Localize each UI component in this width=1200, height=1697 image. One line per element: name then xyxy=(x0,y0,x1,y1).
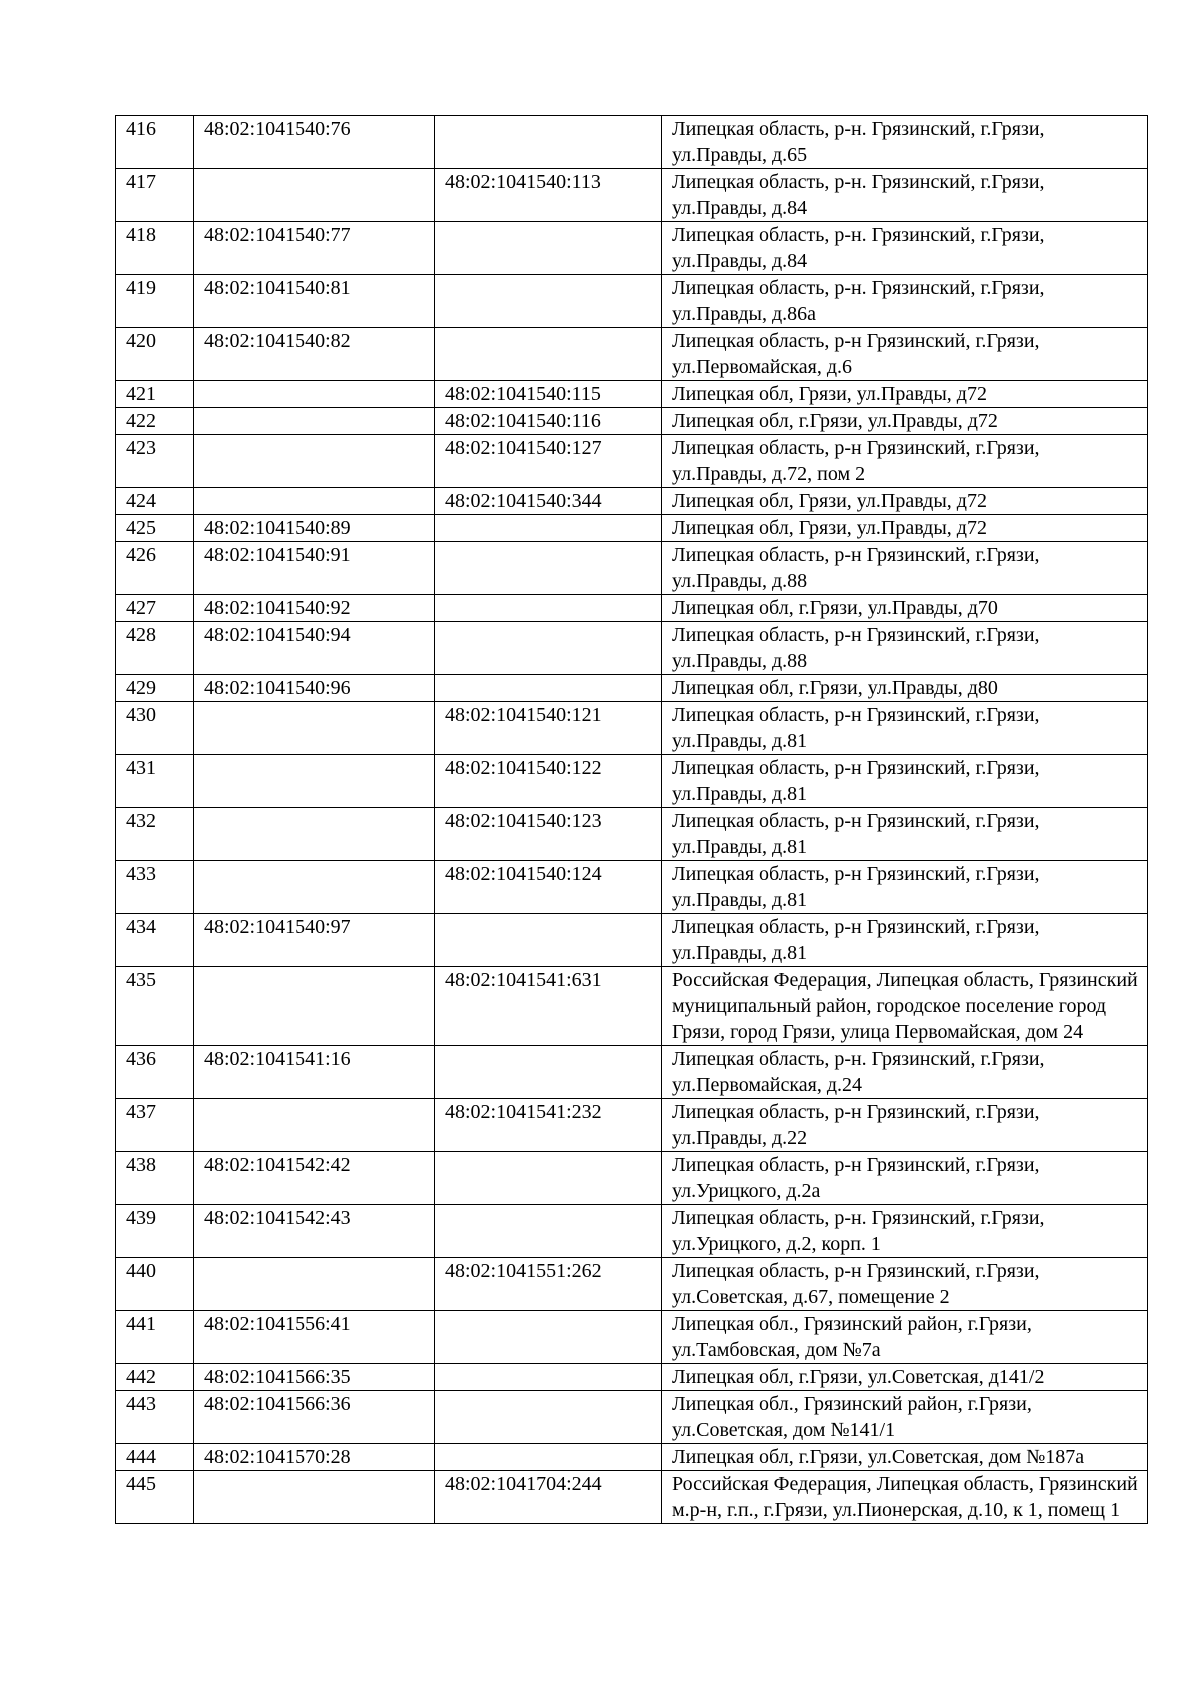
building-cadastral-number-cell xyxy=(435,222,662,275)
land-cadastral-number-cell: 48:02:1041542:42 xyxy=(194,1152,435,1205)
address-cell: Липецкая область, р-н. Грязинский, г.Грязи, ул.Правды, д.86а xyxy=(662,275,1148,328)
land-cadastral-number-cell xyxy=(194,967,435,1046)
table-row xyxy=(116,1258,1148,1311)
address-cell: Липецкая обл, г.Грязи, ул.Правды, д72 xyxy=(662,408,1148,435)
building-cadastral-number-cell xyxy=(435,515,662,542)
building-cadastral-number-cell xyxy=(435,1205,662,1258)
row-number-cell: 444 xyxy=(116,1444,194,1471)
property-table-body xyxy=(116,116,1148,1524)
address-cell: Липецкая область, р-н Грязинский, г.Грязи, ул.Правды, д.81 xyxy=(662,755,1148,808)
building-cadastral-number-cell xyxy=(435,1311,662,1364)
building-cadastral-number-cell: 48:02:1041540:122 xyxy=(435,755,662,808)
land-cadastral-number-cell: 48:02:1041566:36 xyxy=(194,1391,435,1444)
row-number-cell: 432 xyxy=(116,808,194,861)
table-row xyxy=(116,275,1148,328)
building-cadastral-number-cell: 48:02:1041551:262 xyxy=(435,1258,662,1311)
address-cell: Липецкая область, р-н Грязинский, г.Грязи, ул.Правды, д.88 xyxy=(662,622,1148,675)
land-cadastral-number-cell xyxy=(194,1471,435,1524)
row-number-cell: 425 xyxy=(116,515,194,542)
row-number-cell: 422 xyxy=(116,408,194,435)
building-cadastral-number-cell xyxy=(435,622,662,675)
land-cadastral-number-cell xyxy=(194,488,435,515)
building-cadastral-number-cell xyxy=(435,542,662,595)
building-cadastral-number-cell: 48:02:1041540:127 xyxy=(435,435,662,488)
address-cell: Липецкая область, р-н. Грязинский, г.Грязи, ул.Урицкого, д.2, корп. 1 xyxy=(662,1205,1148,1258)
address-cell: Липецкая область, р-н Грязинский, г.Грязи, ул.Правды, д.81 xyxy=(662,702,1148,755)
address-cell: Липецкая область, р-н Грязинский, г.Грязи, ул.Правды, д.81 xyxy=(662,808,1148,861)
land-cadastral-number-cell: 48:02:1041540:92 xyxy=(194,595,435,622)
table-row xyxy=(116,1364,1148,1391)
building-cadastral-number-cell: 48:02:1041541:631 xyxy=(435,967,662,1046)
table-row xyxy=(116,1444,1148,1471)
table-row xyxy=(116,328,1148,381)
row-number-cell: 424 xyxy=(116,488,194,515)
address-cell: Липецкая область, р-н Грязинский, г.Грязи, ул.Советская, д.67, помещение 2 xyxy=(662,1258,1148,1311)
land-cadastral-number-cell xyxy=(194,1258,435,1311)
address-cell: Липецкая обл, Грязи, ул.Правды, д72 xyxy=(662,515,1148,542)
address-cell: Липецкая область, р-н Грязинский, г.Грязи, ул.Первомайская, д.6 xyxy=(662,328,1148,381)
table-row xyxy=(116,595,1148,622)
row-number-cell: 445 xyxy=(116,1471,194,1524)
table-row xyxy=(116,169,1148,222)
building-cadastral-number-cell: 48:02:1041540:124 xyxy=(435,861,662,914)
table-row xyxy=(116,622,1148,675)
table-row xyxy=(116,675,1148,702)
row-number-cell: 423 xyxy=(116,435,194,488)
row-number-cell: 429 xyxy=(116,675,194,702)
land-cadastral-number-cell: 48:02:1041540:94 xyxy=(194,622,435,675)
table-row xyxy=(116,914,1148,967)
row-number-cell: 433 xyxy=(116,861,194,914)
land-cadastral-number-cell: 48:02:1041541:16 xyxy=(194,1046,435,1099)
land-cadastral-number-cell: 48:02:1041540:91 xyxy=(194,542,435,595)
property-table xyxy=(115,115,1148,1524)
table-row xyxy=(116,967,1148,1046)
land-cadastral-number-cell: 48:02:1041556:41 xyxy=(194,1311,435,1364)
building-cadastral-number-cell xyxy=(435,1152,662,1205)
row-number-cell: 439 xyxy=(116,1205,194,1258)
building-cadastral-number-cell: 48:02:1041704:244 xyxy=(435,1471,662,1524)
building-cadastral-number-cell: 48:02:1041540:344 xyxy=(435,488,662,515)
address-cell: Липецкая область, р-н Грязинский, г.Грязи, ул.Урицкого, д.2а xyxy=(662,1152,1148,1205)
table-row xyxy=(116,488,1148,515)
address-cell: Липецкая обл, г.Грязи, ул.Советская, дом №187а xyxy=(662,1444,1148,1471)
address-cell: Липецкая обл., Грязинский район, г.Грязи, ул.Тамбовская, дом №7а xyxy=(662,1311,1148,1364)
row-number-cell: 442 xyxy=(116,1364,194,1391)
address-cell: Липецкая область, р-н Грязинский, г.Грязи, ул.Правды, д.81 xyxy=(662,861,1148,914)
building-cadastral-number-cell: 48:02:1041540:115 xyxy=(435,381,662,408)
row-number-cell: 435 xyxy=(116,967,194,1046)
row-number-cell: 427 xyxy=(116,595,194,622)
table-row xyxy=(116,381,1148,408)
address-cell: Липецкая область, р-н. Грязинский, г.Грязи, ул.Первомайская, д.24 xyxy=(662,1046,1148,1099)
land-cadastral-number-cell: 48:02:1041540:96 xyxy=(194,675,435,702)
address-cell: Липецкая обл., Грязинский район, г.Грязи, ул.Советская, дом №141/1 xyxy=(662,1391,1148,1444)
land-cadastral-number-cell: 48:02:1041566:35 xyxy=(194,1364,435,1391)
table-row xyxy=(116,1046,1148,1099)
table-row xyxy=(116,435,1148,488)
land-cadastral-number-cell xyxy=(194,1099,435,1152)
table-row xyxy=(116,702,1148,755)
land-cadastral-number-cell xyxy=(194,755,435,808)
land-cadastral-number-cell xyxy=(194,702,435,755)
building-cadastral-number-cell xyxy=(435,595,662,622)
building-cadastral-number-cell xyxy=(435,1046,662,1099)
building-cadastral-number-cell xyxy=(435,914,662,967)
land-cadastral-number-cell: 48:02:1041570:28 xyxy=(194,1444,435,1471)
building-cadastral-number-cell xyxy=(435,275,662,328)
land-cadastral-number-cell: 48:02:1041540:89 xyxy=(194,515,435,542)
row-number-cell: 441 xyxy=(116,1311,194,1364)
address-cell: Липецкая область, р-н. Грязинский, г.Грязи, ул.Правды, д.65 xyxy=(662,116,1148,169)
row-number-cell: 416 xyxy=(116,116,194,169)
table-row xyxy=(116,861,1148,914)
address-cell: Липецкая обл, г.Грязи, ул.Правды, д70 xyxy=(662,595,1148,622)
address-cell: Липецкая обл, г.Грязи, ул.Советская, д141/2 xyxy=(662,1364,1148,1391)
row-number-cell: 437 xyxy=(116,1099,194,1152)
building-cadastral-number-cell xyxy=(435,1364,662,1391)
row-number-cell: 438 xyxy=(116,1152,194,1205)
table-row xyxy=(116,542,1148,595)
building-cadastral-number-cell: 48:02:1041540:121 xyxy=(435,702,662,755)
land-cadastral-number-cell: 48:02:1041540:81 xyxy=(194,275,435,328)
table-row xyxy=(116,408,1148,435)
land-cadastral-number-cell xyxy=(194,861,435,914)
table-row xyxy=(116,1099,1148,1152)
table-row xyxy=(116,515,1148,542)
building-cadastral-number-cell xyxy=(435,116,662,169)
address-cell: Липецкая обл, г.Грязи, ул.Правды, д80 xyxy=(662,675,1148,702)
address-cell: Российская Федерация, Липецкая область, Грязинский муниципальный район, городское поселение город Грязи, город Грязи, улица Первомайская, дом 24 xyxy=(662,967,1148,1046)
building-cadastral-number-cell: 48:02:1041541:232 xyxy=(435,1099,662,1152)
row-number-cell: 420 xyxy=(116,328,194,381)
row-number-cell: 418 xyxy=(116,222,194,275)
land-cadastral-number-cell xyxy=(194,169,435,222)
address-cell: Липецкая область, р-н Грязинский, г.Грязи, ул.Правды, д.72, пом 2 xyxy=(662,435,1148,488)
building-cadastral-number-cell xyxy=(435,328,662,381)
land-cadastral-number-cell xyxy=(194,435,435,488)
building-cadastral-number-cell: 48:02:1041540:116 xyxy=(435,408,662,435)
table-row xyxy=(116,222,1148,275)
table-row xyxy=(116,1391,1148,1444)
building-cadastral-number-cell xyxy=(435,675,662,702)
row-number-cell: 417 xyxy=(116,169,194,222)
table-row xyxy=(116,1471,1148,1524)
table-row xyxy=(116,1205,1148,1258)
address-cell: Липецкая обл, Грязи, ул.Правды, д72 xyxy=(662,488,1148,515)
building-cadastral-number-cell xyxy=(435,1444,662,1471)
table-row xyxy=(116,1152,1148,1205)
address-cell: Липецкая область, р-н Грязинский, г.Грязи, ул.Правды, д.88 xyxy=(662,542,1148,595)
building-cadastral-number-cell xyxy=(435,1391,662,1444)
row-number-cell: 421 xyxy=(116,381,194,408)
address-cell: Российская Федерация, Липецкая область, Грязинский м.р-н, г.п., г.Грязи, ул.Пионерская, д.10, к 1, помещ 1 xyxy=(662,1471,1148,1524)
table-row xyxy=(116,1311,1148,1364)
row-number-cell: 426 xyxy=(116,542,194,595)
row-number-cell: 430 xyxy=(116,702,194,755)
land-cadastral-number-cell xyxy=(194,408,435,435)
land-cadastral-number-cell xyxy=(194,381,435,408)
row-number-cell: 434 xyxy=(116,914,194,967)
address-cell: Липецкая область, р-н Грязинский, г.Грязи, ул.Правды, д.22 xyxy=(662,1099,1148,1152)
row-number-cell: 431 xyxy=(116,755,194,808)
land-cadastral-number-cell: 48:02:1041540:82 xyxy=(194,328,435,381)
address-cell: Липецкая обл, Грязи, ул.Правды, д72 xyxy=(662,381,1148,408)
table-row xyxy=(116,755,1148,808)
row-number-cell: 443 xyxy=(116,1391,194,1444)
land-cadastral-number-cell: 48:02:1041540:97 xyxy=(194,914,435,967)
row-number-cell: 440 xyxy=(116,1258,194,1311)
row-number-cell: 436 xyxy=(116,1046,194,1099)
address-cell: Липецкая область, р-н. Грязинский, г.Грязи, ул.Правды, д.84 xyxy=(662,222,1148,275)
land-cadastral-number-cell xyxy=(194,808,435,861)
land-cadastral-number-cell: 48:02:1041540:76 xyxy=(194,116,435,169)
table-row xyxy=(116,116,1148,169)
row-number-cell: 419 xyxy=(116,275,194,328)
address-cell: Липецкая область, р-н. Грязинский, г.Грязи, ул.Правды, д.84 xyxy=(662,169,1148,222)
building-cadastral-number-cell: 48:02:1041540:123 xyxy=(435,808,662,861)
land-cadastral-number-cell: 48:02:1041540:77 xyxy=(194,222,435,275)
address-cell: Липецкая область, р-н Грязинский, г.Грязи, ул.Правды, д.81 xyxy=(662,914,1148,967)
building-cadastral-number-cell: 48:02:1041540:113 xyxy=(435,169,662,222)
land-cadastral-number-cell: 48:02:1041542:43 xyxy=(194,1205,435,1258)
row-number-cell: 428 xyxy=(116,622,194,675)
table-row xyxy=(116,808,1148,861)
